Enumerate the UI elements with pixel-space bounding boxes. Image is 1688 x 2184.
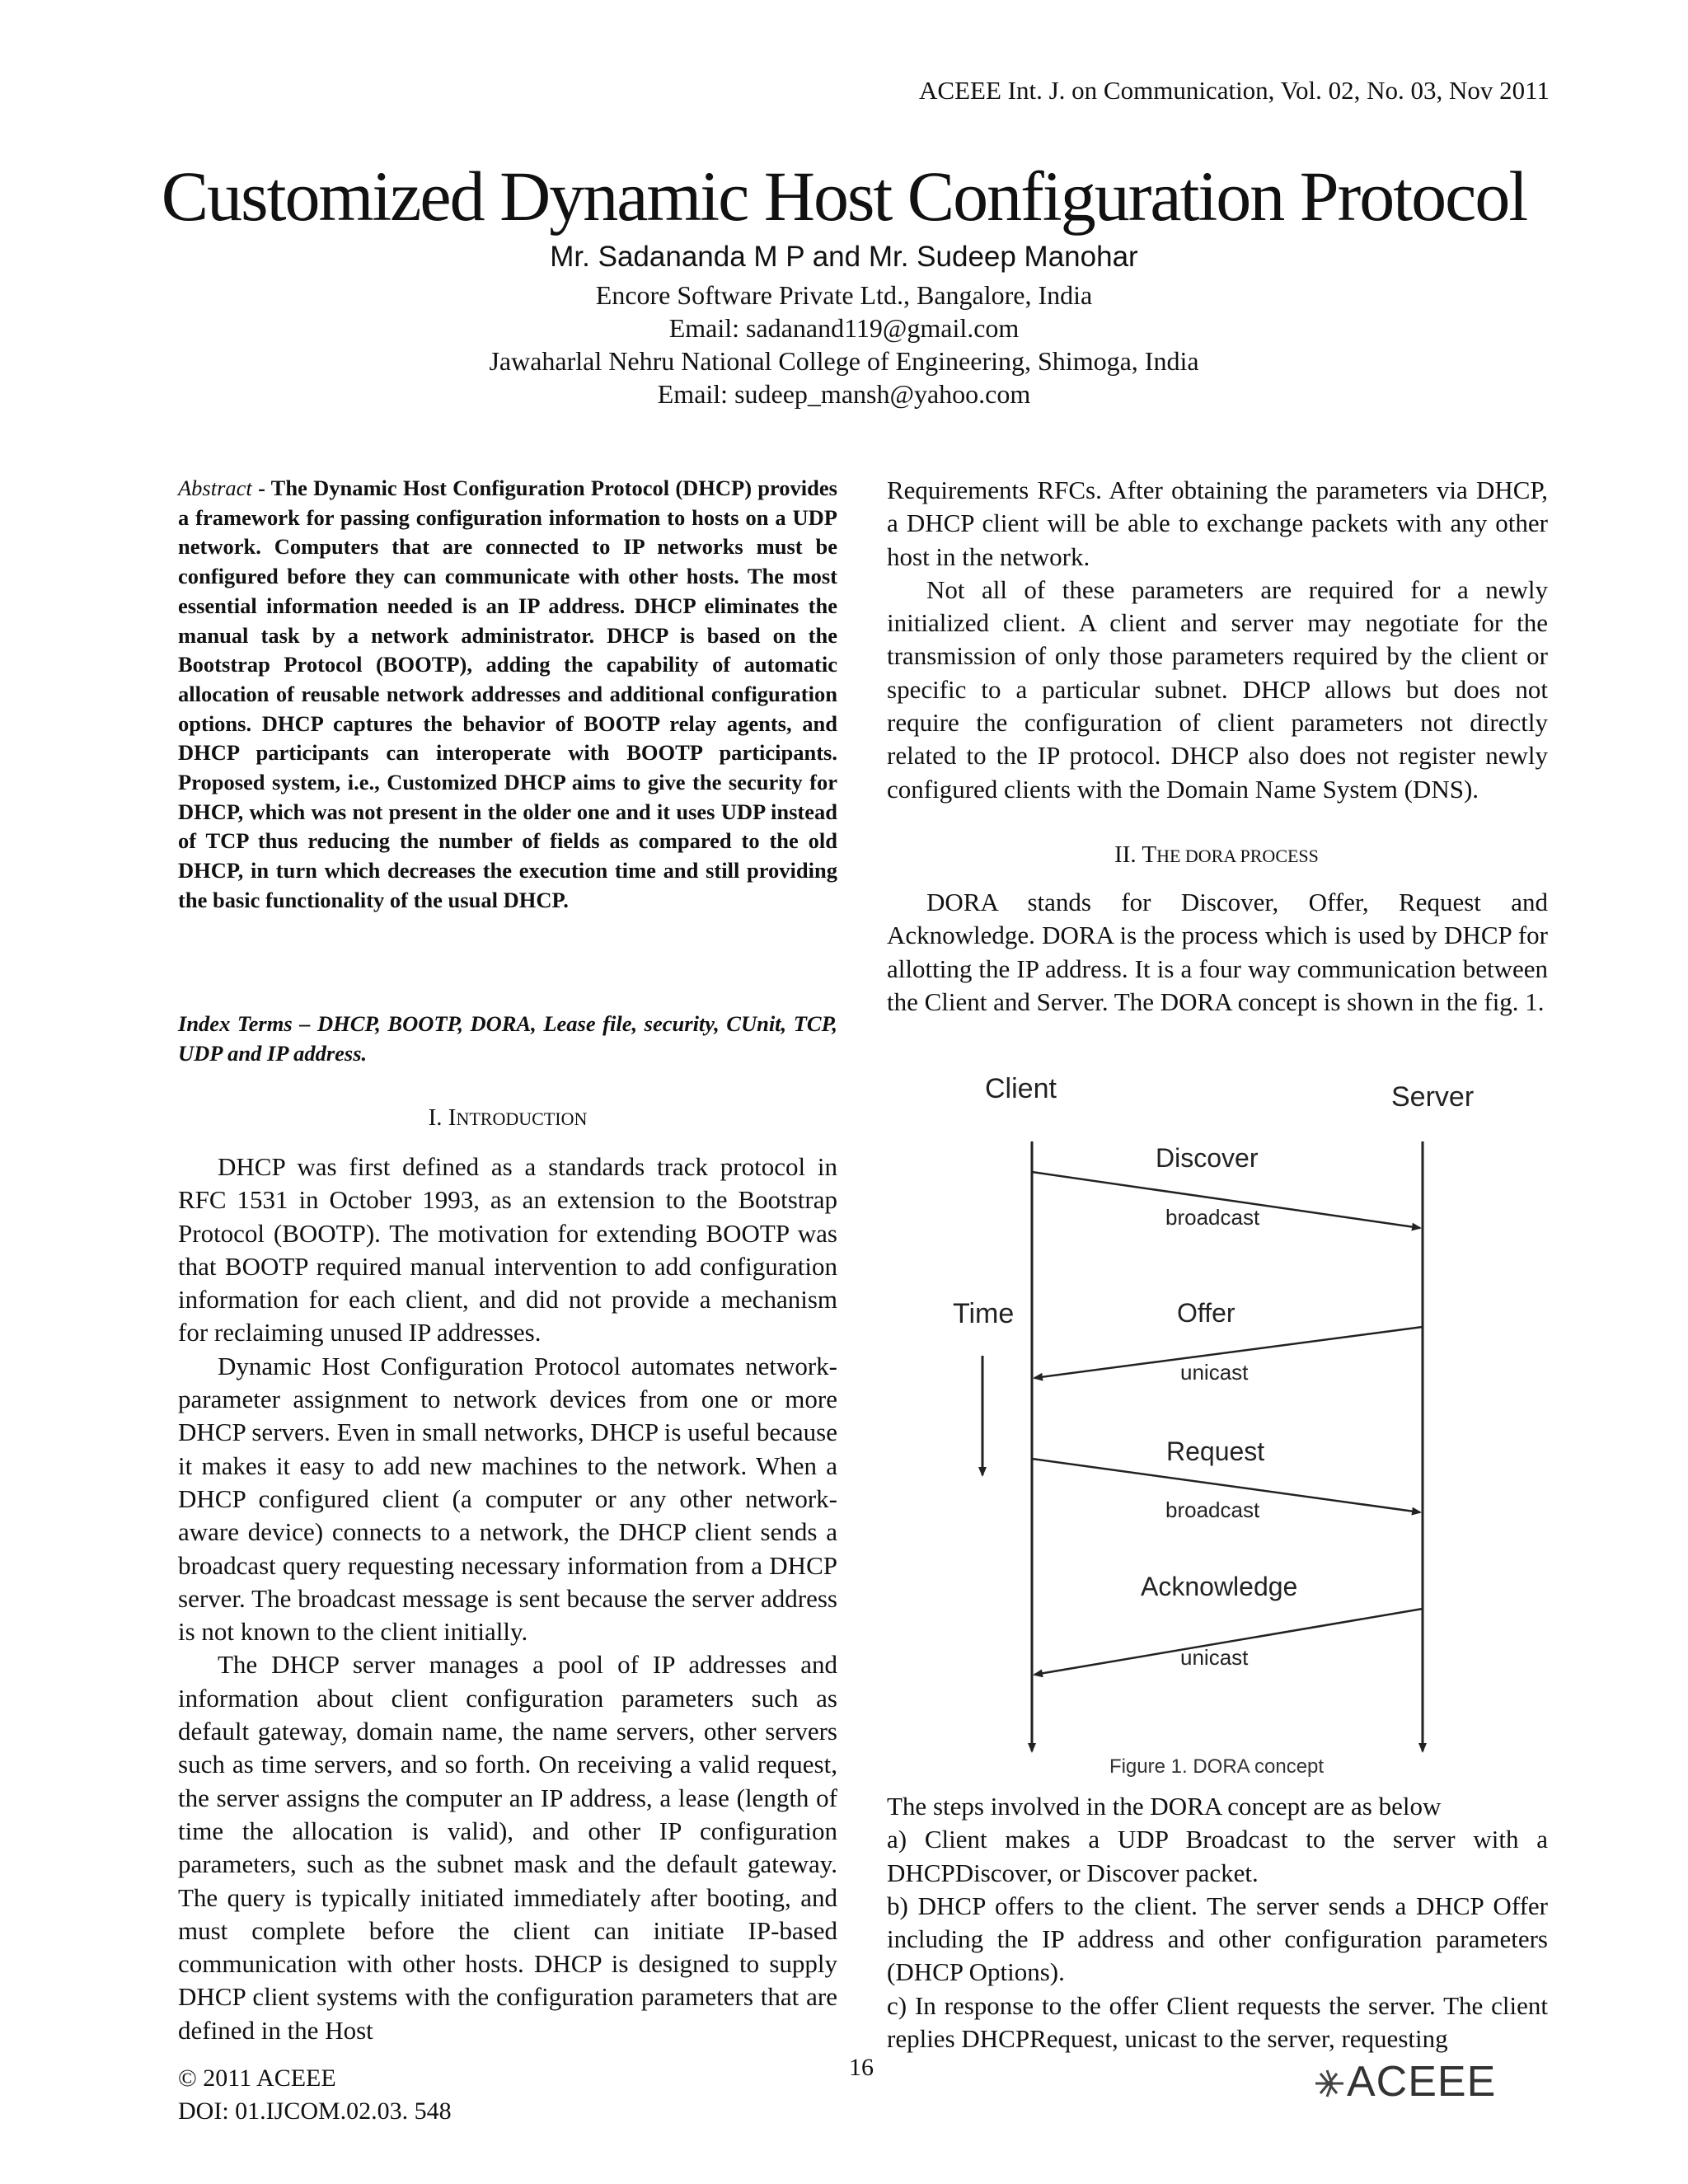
section-rest: HE DORA PROCESS [1156, 846, 1319, 866]
abstract-label: Abstract [178, 476, 252, 500]
section-number: I. [428, 1104, 448, 1131]
request-mode: broadcast [1165, 1497, 1260, 1522]
abstract [178, 474, 837, 916]
affiliation-2: Jawaharlal Nehru National College of Engineering, Shimoga, India [489, 346, 1199, 376]
offer-label: Offer [1177, 1298, 1236, 1328]
paragraph: The DHCP server manages a pool of IP addresses and information about client configuration parameters such as default gateway, domain name, the name servers, other servers such as time servers, and so forth. On receiving a valid request, the server assigns the computer an IP address, a lease (length of time the allocation is valid), and other IP configuration parameters, such as the subnet mask and the default gateway. The query is typically initiated immediately after booting, and must complete before the client can initiate IP-based communication with other hosts. DHCP is designed to supply DHCP client systems with the configuration parameters that are defined in the Host [178, 1650, 837, 2045]
index-terms: Index Terms – DHCP, BOOTP, DORA, Lease file, security, CUnit, TCP, UDP and IP address. [178, 1011, 837, 1066]
steps-intro: The steps involved in the DORA concept are as below [887, 1792, 1442, 1821]
abstract-text: - The Dynamic Host Configuration Protocol (DHCP) provides a framework for passing configuration information to hosts on a UDP network. Computers that are connected to IP networks must be configured before they can communicate with other hosts. The most essential information needed is an IP address. DHCP eliminates the manual task by a network administrator. DHCP is based on the Bootstrap Protocol (BOOTP), adding the capability of automatic allocation of reusable network addresses and additional configuration options. DHCP captures the behavior of BOOTP relay agents, and DHCP participants can interoperate with BOOTP participants. Proposed system, i.e., Customized DHCP aims to give the security for DHCP, which was not present in the older one and it uses UDP instead of TCP thus reducing the number of fields as compared to the old DHCP, in turn which decreases the execution time and still providing the basic functionality of the usual DHCP. [178, 476, 837, 912]
dora-sequence-diagram [890, 1063, 1566, 1772]
step-b: b) DHCP offers to the client. The server sends a DHCP Offer including the IP address and other configuration parameters (DHCP Options). [887, 1891, 1548, 1987]
journal-header: ACEEE Int. J. on Communication, Vol. 02, No. 03, Nov 2011 [919, 76, 1550, 105]
paragraph: DORA stands for Discover, Offer, Request and Acknowledge. DORA is the process which is used by DHCP for allotting the IP address. It is a four way communication between the Client and Server. The DORA concept is shown in the fig. 1. [887, 888, 1548, 1016]
section-heading-introduction [178, 1104, 837, 1132]
doi: DOI: 01.IJCOM.02.03. 548 [178, 2097, 452, 2125]
email-2: Email: sudeep_mansh@yahoo.com [657, 379, 1031, 409]
section-number: II. [1114, 841, 1142, 868]
aceee-logo [1311, 2059, 1558, 2108]
right-column-continuation [887, 474, 1548, 806]
dora-figure [890, 1063, 1566, 1772]
copyright: © 2011 ACEEE [178, 2064, 336, 2092]
discover-label: Discover [1156, 1143, 1259, 1173]
paragraph: DHCP was first defined as a standards track protocol in RFC 1531 in October 1993, as an extension to the Bootstrap Protocol (BOOTP). The motivation for extending BOOTP was that BOOTP required manual intervention to add configuration information for each client, and did not provide a mechanism for reclaiming unused IP addresses. [178, 1152, 837, 1347]
section-heading-dora [887, 841, 1546, 869]
logo-text: ACEEE [1347, 2058, 1497, 2106]
introduction-body [178, 1151, 837, 2047]
paper-title: Customized Dynamic Host Configuration Protocol [161, 157, 1527, 236]
request-label: Request [1166, 1436, 1265, 1466]
dora-body [887, 886, 1548, 1019]
acknowledge-label: Acknowledge [1141, 1572, 1298, 1601]
discover-mode: broadcast [1165, 1205, 1260, 1230]
authors: Mr. Sadananda M P and Mr. Sudeep Manohar [550, 241, 1138, 273]
section-initial: I [448, 1104, 457, 1131]
email-1: Email: sadanand119@gmail.com [668, 313, 1020, 343]
figure-caption: Figure 1. DORA concept [1109, 1755, 1325, 1778]
acknowledge-mode: unicast [1180, 1645, 1249, 1670]
page-number: 16 [849, 2054, 874, 2081]
section-initial: T [1142, 841, 1157, 868]
section-rest: NTRODUCTION [456, 1108, 588, 1129]
server-label: Server [1391, 1081, 1475, 1113]
dora-steps [887, 1790, 1548, 2055]
affiliation-1: Encore Software Private Ltd., Bangalore, India [595, 280, 1093, 310]
paragraph: Not all of these parameters are required for a newly initialized client. A client and server may negotiate for the transmission of only those parameters required by the client or specific to a particular subnet. DHCP allows but does not require the configuration of client parameters not directly related to the IP protocol. DHCP also does not register newly configured clients with the Domain Name System (DNS). [887, 574, 1548, 804]
offer-mode: unicast [1180, 1360, 1249, 1385]
paragraph: Dynamic Host Configuration Protocol automates network-parameter assignment to network devices from one or more DHCP servers. Even in small networks, DHCP is useful because it makes it easy to add new machines to the network. When a DHCP configured client (a computer or any other network-aware device) connects to a network, the DHCP client sends a broadcast query requesting necessary information from a DHCP server. The broadcast message is sent because the server address is not known to the client initially. [178, 1351, 837, 1647]
client-label: Client [985, 1073, 1057, 1104]
time-label: Time [953, 1298, 1015, 1329]
paragraph: Requirements RFCs. After obtaining the parameters via DHCP, a DHCP client will be able to exchange packets with any other host in the network. [887, 476, 1548, 571]
step-a: a) Client makes a UDP Broadcast to the server with a DHCPDiscover, or Discover packet. [887, 1825, 1548, 1887]
step-c: c) In response to the offer Client requests the server. The client replies DHCPRequest, unicast to the server, requesting [887, 1990, 1548, 2054]
